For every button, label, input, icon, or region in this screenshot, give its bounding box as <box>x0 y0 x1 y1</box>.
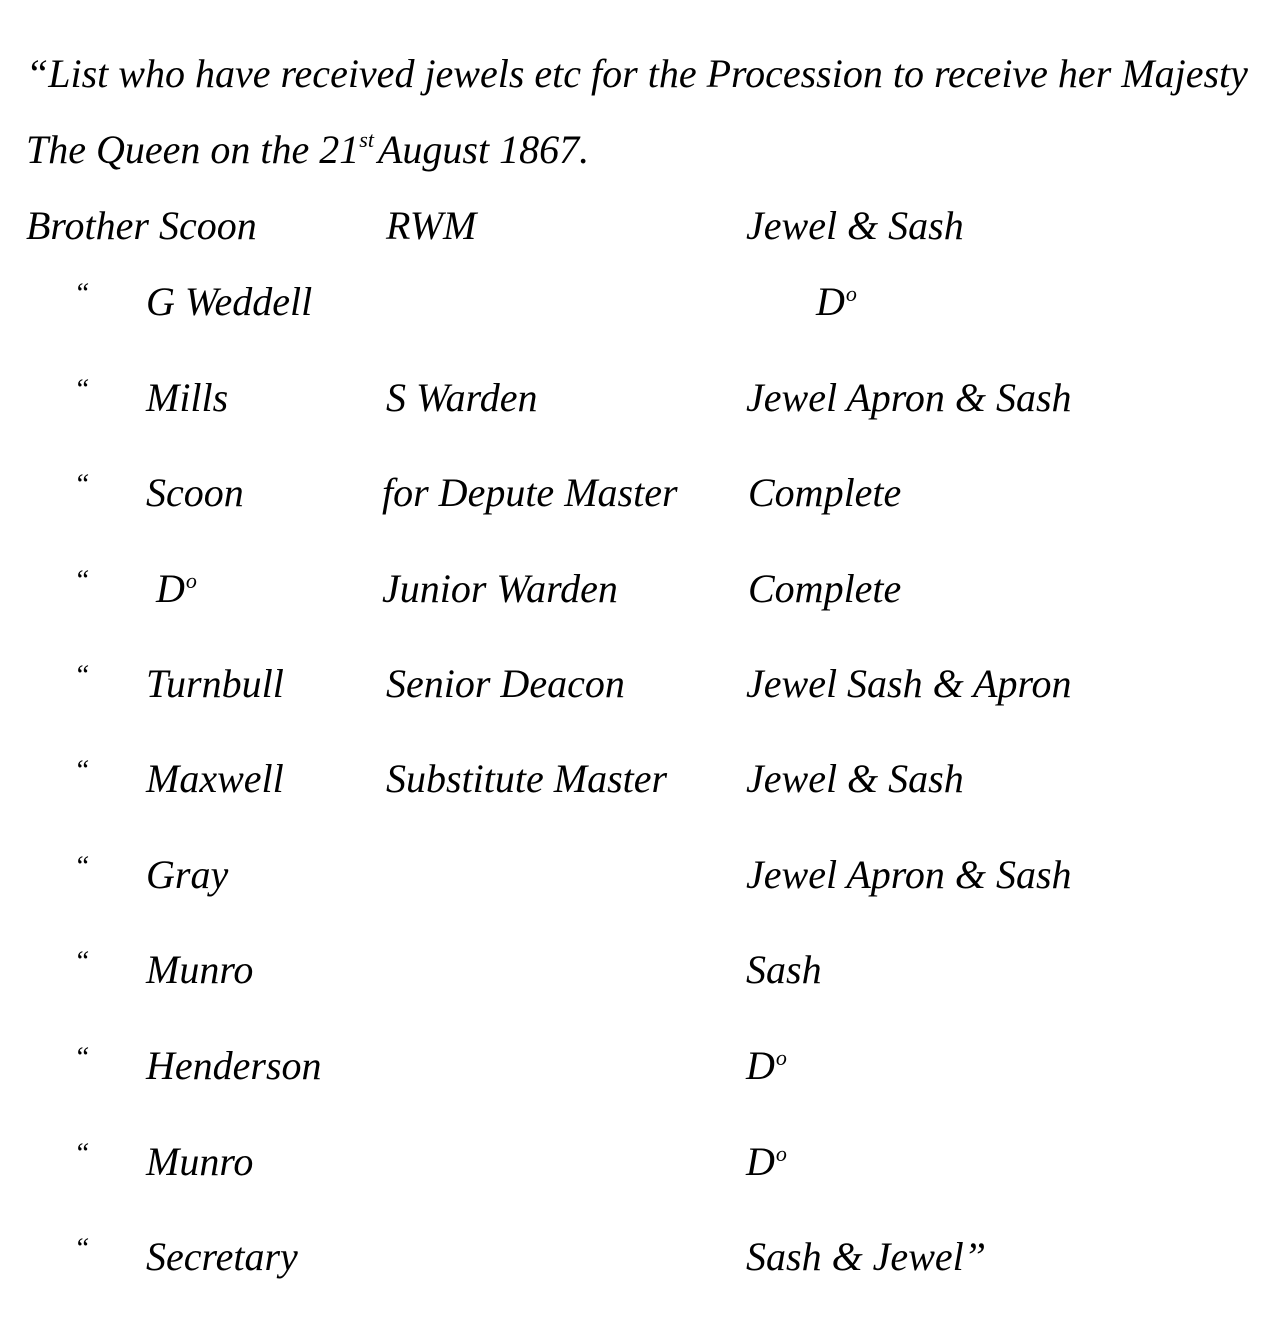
ditto-mark: “ <box>74 851 90 882</box>
brother-name: Munro <box>146 1139 254 1184</box>
list-row <box>0 851 1285 901</box>
list-row <box>0 1042 1285 1092</box>
list-row <box>0 565 1285 615</box>
brother-office: S Warden <box>386 375 538 420</box>
items-received: Jewel & Sash <box>746 756 964 801</box>
ditto-mark: “ <box>74 374 90 405</box>
ditto-mark: “ <box>74 1138 90 1169</box>
ditto-mark: “ <box>74 946 90 977</box>
brother-name: Mills <box>146 375 229 420</box>
ditto-abbrev: D <box>746 1043 775 1088</box>
items-received <box>746 1043 787 1088</box>
heading-text-1: “List who have received jewels etc for the Procession to receive her Majesty <box>26 51 1248 96</box>
list-row <box>0 660 1285 710</box>
ditto-mark: “ <box>74 755 90 786</box>
items-received: Sash <box>746 947 822 992</box>
ditto-abbrev-sup: o <box>185 568 197 593</box>
items-received <box>816 279 857 324</box>
list-row <box>0 278 1285 328</box>
brother-name: Henderson <box>146 1043 322 1088</box>
ditto-mark: “ <box>74 1042 90 1073</box>
heading-line-2 <box>26 127 590 172</box>
heading-text-2: The Queen on the 21 <box>26 127 360 172</box>
ordinal-suffix: st <box>359 127 374 152</box>
ditto-abbrev-sup: o <box>775 1045 787 1070</box>
brother-office: Junior Warden <box>382 566 618 611</box>
list-row <box>0 374 1285 424</box>
brother-name: Gray <box>146 852 229 897</box>
items-received: Sash & Jewel” <box>746 1234 986 1279</box>
items-received: Jewel Apron & Sash <box>746 852 1072 897</box>
brother-name: Brother Scoon <box>26 203 257 248</box>
ditto-mark: “ <box>74 565 90 596</box>
ditto-mark: “ <box>74 278 90 309</box>
items-received: Jewel & Sash <box>746 203 964 248</box>
brother-name: Scoon <box>146 470 244 515</box>
ditto-abbrev: D <box>156 566 185 611</box>
items-received: Jewel Sash & Apron <box>746 661 1072 706</box>
ditto-abbrev-sup: o <box>845 281 857 306</box>
heading-line-1 <box>26 51 1248 96</box>
list-row <box>0 1138 1285 1188</box>
brother-name: G Weddell <box>146 279 313 324</box>
brother-name: Secretary <box>146 1234 298 1279</box>
brother-name <box>156 566 197 611</box>
list-row <box>0 946 1285 996</box>
items-received: Complete <box>748 470 902 515</box>
brother-office: Senior Deacon <box>386 661 625 706</box>
ditto-abbrev: D <box>816 279 845 324</box>
list-row <box>0 755 1285 805</box>
brother-office: RWM <box>386 203 477 248</box>
items-received <box>746 1139 787 1184</box>
ditto-abbrev-sup: o <box>775 1141 787 1166</box>
brother-office: Substitute Master <box>386 756 668 801</box>
items-received: Complete <box>748 566 902 611</box>
list-row <box>0 1233 1285 1283</box>
ditto-mark: “ <box>74 660 90 691</box>
brother-name: Turnbull <box>146 661 284 706</box>
brother-office: for Depute Master <box>382 470 678 515</box>
items-received: Jewel Apron & Sash <box>746 375 1072 420</box>
heading-text-2-end: August 1867. <box>377 127 590 172</box>
list-row <box>0 203 1285 252</box>
ditto-mark: “ <box>74 1233 90 1264</box>
list-row <box>0 469 1285 519</box>
brother-name: Maxwell <box>146 756 284 801</box>
brother-name: Munro <box>146 947 254 992</box>
ditto-mark: “ <box>74 469 90 500</box>
ditto-abbrev: D <box>746 1139 775 1184</box>
